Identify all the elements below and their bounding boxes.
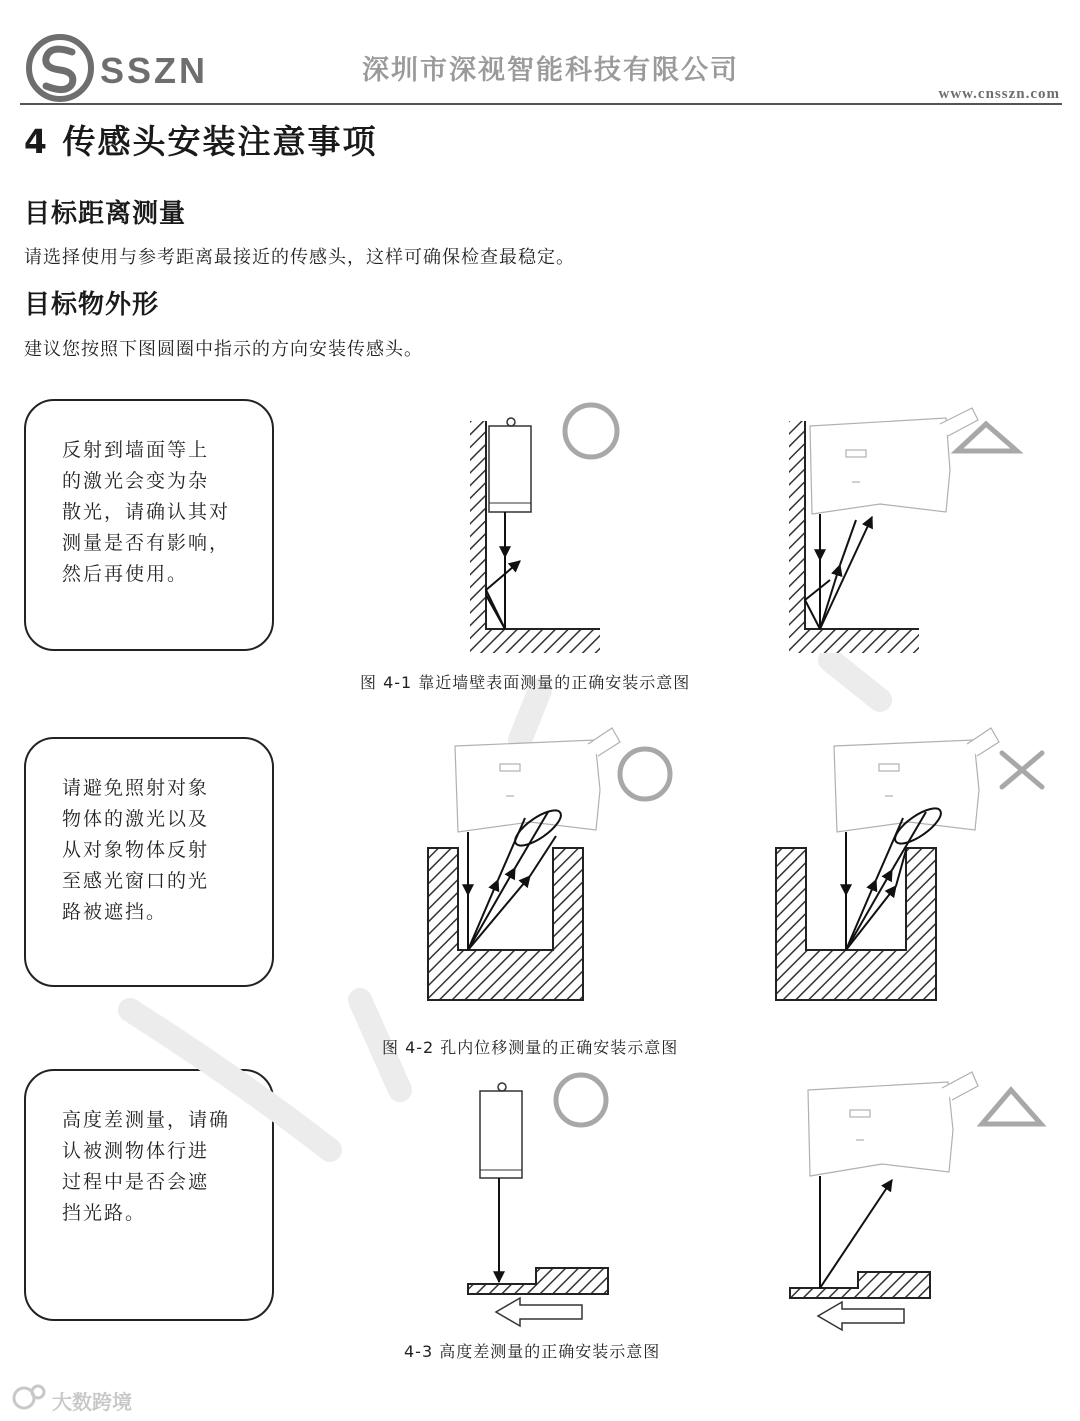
caution-triangle-icon bbox=[957, 424, 1017, 451]
caution-triangle-icon bbox=[982, 1090, 1041, 1124]
note-line: 从对象物体反射 bbox=[62, 839, 210, 861]
note-line: 反射到墙面等上 bbox=[62, 439, 210, 461]
section-title: 4 传感头安装注意事项 bbox=[24, 122, 378, 161]
figure-caption-4-1: 图 4-1 靠近墙壁表面测量的正确安装示意图 bbox=[360, 673, 691, 692]
figure-4-1-right bbox=[789, 408, 1017, 653]
floor bbox=[789, 629, 919, 653]
note-line: 路被遮挡。 bbox=[62, 901, 168, 923]
brand-name: SSZN bbox=[100, 50, 209, 91]
figure-4-2-right bbox=[776, 728, 1042, 1000]
travel-direction-arrow-icon bbox=[496, 1298, 582, 1326]
ok-circle-icon bbox=[620, 749, 670, 799]
note-line: 散光，请确认其对 bbox=[62, 501, 231, 523]
sensor-head bbox=[480, 1083, 522, 1178]
note-line: 物体的激光以及 bbox=[62, 808, 210, 830]
footer-watermark: 大数跨境 bbox=[52, 1390, 132, 1414]
hole-block bbox=[428, 848, 583, 1000]
note-line: 的激光会变为杂 bbox=[62, 470, 210, 492]
step-surface bbox=[790, 1272, 930, 1298]
note-line: 然后再使用。 bbox=[62, 563, 189, 585]
note-line: 过程中是否会遮 bbox=[62, 1171, 210, 1193]
travel-direction-arrow-icon bbox=[818, 1302, 904, 1330]
wall bbox=[470, 421, 486, 631]
sensor-head bbox=[810, 408, 978, 514]
company-url: www.cnsszn.com bbox=[938, 86, 1060, 102]
subsection-title-shape: 目标物外形 bbox=[24, 290, 160, 320]
footer-logo-icon bbox=[14, 1386, 44, 1408]
distance-paragraph: 请选择使用与参考距离最接近的传感头，这样可确保检查最稳定。 bbox=[24, 247, 575, 268]
shape-paragraph: 建议您按照下图圆圈中指示的方向安装传感头。 bbox=[24, 339, 423, 360]
hole-block bbox=[776, 848, 936, 1000]
note-line: 挡光路。 bbox=[62, 1202, 147, 1224]
figure-4-3-left bbox=[468, 1075, 608, 1326]
figure-caption-4-3: 4-3 高度差测量的正确安装示意图 bbox=[404, 1342, 661, 1361]
sensor-head bbox=[808, 1072, 978, 1176]
note-line: 认被测物体行进 bbox=[62, 1140, 210, 1162]
note-line: 测量是否有影响， bbox=[62, 532, 231, 554]
floor bbox=[470, 629, 600, 653]
sensor-head bbox=[489, 418, 531, 512]
figure-4-1-left bbox=[470, 405, 617, 653]
step-surface bbox=[468, 1268, 608, 1294]
ok-circle-icon bbox=[565, 405, 617, 457]
ng-cross-icon bbox=[1002, 753, 1042, 787]
sensor-head bbox=[834, 728, 999, 832]
subsection-title-distance: 目标距离测量 bbox=[24, 199, 187, 229]
wall bbox=[789, 421, 805, 631]
ok-circle-icon bbox=[556, 1075, 606, 1125]
company-name: 深圳市深视智能科技有限公司 bbox=[362, 55, 739, 86]
note-line: 请避免照射对象 bbox=[62, 777, 210, 799]
note-line: 至感光窗口的光 bbox=[62, 870, 210, 892]
figure-4-3-right bbox=[790, 1072, 1041, 1330]
figure-caption-4-2: 图 4-2 孔内位移测量的正确安装示意图 bbox=[382, 1038, 679, 1057]
figure-4-2-left bbox=[428, 728, 670, 1000]
note-line: 高度差测量，请确 bbox=[62, 1109, 231, 1131]
